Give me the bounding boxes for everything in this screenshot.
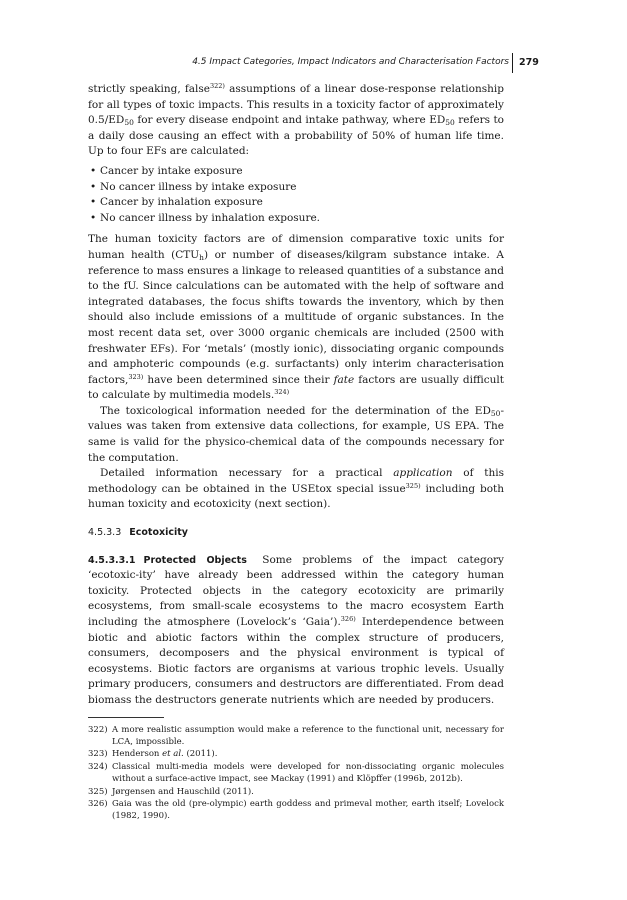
bullet-icon: • <box>90 180 97 193</box>
running-head-title: 4.5 Impact Categories, Impact Indicators and Characterisation Factors <box>192 57 509 67</box>
running-head <box>0 53 627 75</box>
section-heading <box>88 525 504 541</box>
bullet-icon: • <box>90 196 97 209</box>
footnotes <box>88 724 504 823</box>
paragraph-intake-pathways: strictly speaking, false$^{322)}$ assumptions of a linear dose-response relationship for all types of toxic impacts. This results in a toxicity factor of approximately $0.5/ED_{50}$ for every disease endpoint and intake pathway, where $ED_{50}$ refers to a daily dose causing an effect with a probability of 50% of human life time. Up to four EFs are calculated: <box>88 82 504 158</box>
ef-bullet-list <box>88 164 504 226</box>
subsection-title: Protected Objects <box>143 554 247 566</box>
footnote-326: 326) Gaia was the old (pre-olympic) earth goddess and primeval mother, earth itself; Lovelock (1982, 1990). <box>88 799 504 822</box>
list-item: • Cancer by inhalation exposure <box>88 195 504 211</box>
footnote-ref-323: 323) <box>128 372 144 381</box>
page-number: 279 <box>519 57 539 68</box>
bullet-icon: • <box>90 211 97 224</box>
footnote-325: 325) Jørgensen and Hauschild (2011). <box>88 786 254 797</box>
footnote-322: 322) A more realistic assumption would make a reference to the functional unit, necessary for LCA, impossible. <box>88 724 504 747</box>
paragraph-ed50-data: The toxicological information needed for the determination of the $ED_{50}$-values was taken from extensive data collections, for example, US EPA. The same is valid for the physico-chemical data of the compounds necessary for the computation. <box>88 404 504 464</box>
paragraph-usetox: Detailed information necessary for a practical application of this methodology can be obtained in the USEtox special issue$^{325)}$ including both human toxicity and ecotoxicity (next section). <box>88 467 504 511</box>
footnote-324: 324) Classical multi-media models were developed for non-dissociating organic molecules without a surface-active impact, see Mackay (1991) and Klöpffer (1996b, 2012b). <box>88 761 504 785</box>
paragraph-toxicity-factors: The human toxicity factors are of dimension comparative toxic units for human health $(CTU_h)$ or number of diseases/kilgram substance intake. A reference to mass ensures a linkage to released quantities of a substance and to the fU. Since calculations can be automated with the help of software and integrated databases, the focus shifts towards the inventory, which by then should also include emissions of a multitude of organic substances. In the most recent data set, over 3000 organic chemicals are included (2500 with freshwater EFs). For ‘metals’ (mostly ionic), dissociating organic compounds and amphoteric compounds (e.g. surfactants) only interim characterisation factors,$^{323)}$ have been determined since their fate factors are usually difficult to calculate by multimedia models.$^{324)}$ <box>88 233 504 402</box>
footnote-323: 323) Henderson et al. (2011). <box>88 749 218 760</box>
section-number: 4.5.3.3 <box>88 527 122 539</box>
bullet-icon: • <box>90 164 97 177</box>
footnote-ref-326: 326) <box>340 615 356 623</box>
body-text <box>88 82 504 823</box>
running-head-divider <box>512 53 513 73</box>
list-item: • No cancer illness by intake exposure <box>88 180 504 196</box>
section-title: Ecotoxicity <box>129 527 188 539</box>
paragraph-protected-objects: 4.5.3.3.1 Protected Objects Some problems of the impact category ‘ecotoxic-ity’ have already been addressed within the category human toxicity. Protected objects in the category ecotoxicity are primarily ecosystems, from small-scale ecosystems to the macro ecosystem Earth including the atmosphere (Lovelock’s ‘Gaia’).$^{326)}$ Interdependence between biotic and abiotic factors within the complex structure of producers, consumers, decomposers and the physical environment is typical of ecosystems. Biotic factors are organisms at various trophic levels. Usually primary producers, consumers and destructors are differentiated. From dead biomass the destructors generate nutrients which are needed by producers. <box>88 553 505 706</box>
list-item: • No cancer illness by inhalation exposure. <box>88 211 504 227</box>
footnote-ref-325: 325) <box>405 481 421 490</box>
list-item: • Cancer by intake exposure <box>88 164 504 180</box>
footnote-divider <box>88 717 164 718</box>
footnote-ref-324: 324) <box>274 388 290 397</box>
subsection-number: 4.5.3.3.1 <box>88 554 136 566</box>
footnote-ref-322: 322) <box>209 82 225 90</box>
